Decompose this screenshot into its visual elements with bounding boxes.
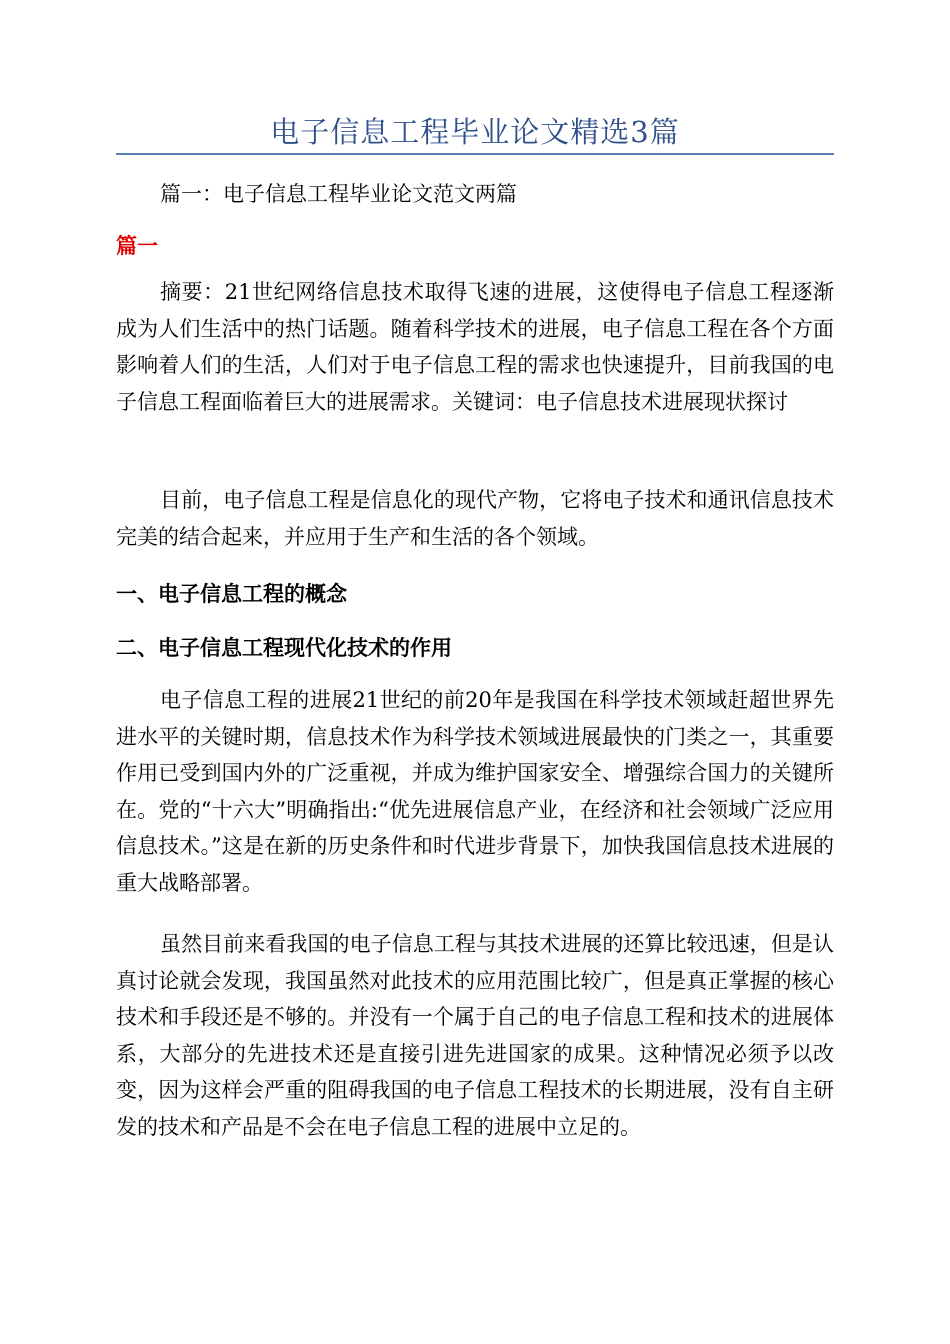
part-label: 篇一 bbox=[116, 234, 158, 258]
abstract-paragraph: 摘要：21世纪网络信息技术取得飞速的进展，这使得电子信息工程逐渐成为人们生活中的热门话题。随着科学技术的进展，电子信息工程在各个方面影响着人们的生活，人们对于电子信息工程的需求也快速提升，目前我国的电子信息工程面临着巨大的进展需求。关键词：电子信息技术进展现状探讨 bbox=[116, 280, 834, 414]
section-heading-1: 一、电子信息工程的概念 bbox=[116, 582, 347, 606]
body-paragraph-1: 电子信息工程的进展21世纪的前20年是我国在科学技术领域赶超世界先进水平的关键时期，信息技术作为科学技术领域进展最快的门类之一，其重要作用已受到国内外的广泛重视，并成为维护国家安全、增强综合国力的关键所在。党的“十六大”明确指出:“优先进展信息产业，在经济和社会领域广泛应用信息技术。”这是在新的历史条件和时代进步背景下，加快我国信息技术进展的重大战略部署。 bbox=[116, 688, 834, 895]
document-page bbox=[116, 0, 834, 1344]
subtitle: 篇一：电子信息工程毕业论文范文两篇 bbox=[160, 182, 517, 206]
document-title: 电子信息工程毕业论文精选3篇 bbox=[270, 115, 680, 149]
title-underline bbox=[116, 153, 834, 155]
intro-paragraph: 目前，电子信息工程是信息化的现代产物，它将电子技术和通讯信息技术完美的结合起来，并应用于生产和生活的各个领域。 bbox=[116, 488, 834, 549]
section-heading-2: 二、电子信息工程现代化技术的作用 bbox=[116, 636, 452, 660]
body-paragraph-2: 虽然目前来看我国的电子信息工程与其技术进展的还算比较迅速，但是认真讨论就会发现，我国虽然对此技术的应用范围比较广，但是真正掌握的核心技术和手段还是不够的。并没有一个属于自己的电子信息工程和技术的进展体系，大部分的先进技术还是直接引进先进国家的成果。这种情况必须予以改变，因为这样会严重的阻碍我国的电子信息工程技术的长期进展，没有自主研发的技术和产品是不会在电子信息工程的进展中立足的。 bbox=[116, 932, 834, 1139]
